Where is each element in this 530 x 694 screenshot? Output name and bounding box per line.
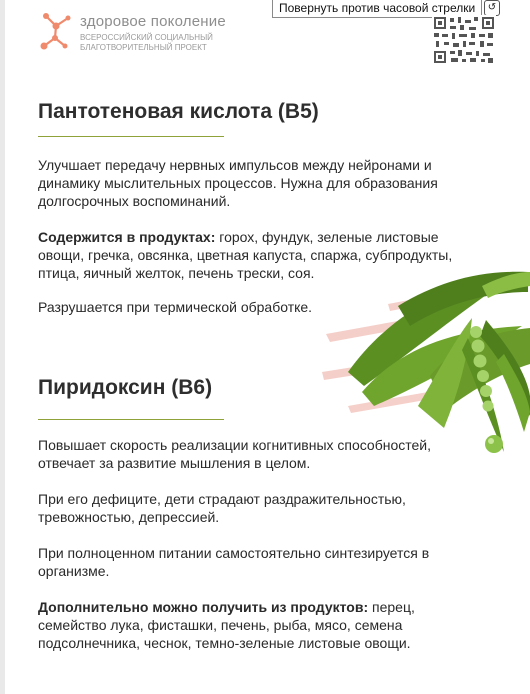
section-b6-paragraph-1: Повышает скорость реализации когнитивных способностей, отвечает за развитие мышления в целом. bbox=[38, 437, 432, 471]
rotate-tooltip: Повернуть против часовой стрелки bbox=[272, 0, 482, 18]
logo-subtitle: ВСЕРОССИЙСКИЙ СОЦИАЛЬНЫЙ БЛАГОТВОРИТЕЛЬНЫЙ ПРОЕКТ bbox=[80, 33, 213, 52]
section-b6-paragraph-2: При его дефиците, дети страдают раздражительностью, тревожностью, депрессией. bbox=[38, 491, 406, 525]
molecule-logo-icon bbox=[38, 12, 74, 52]
qr-code-icon bbox=[432, 15, 496, 65]
section-b6-rule bbox=[38, 419, 224, 420]
section-b5-products-label: Содержится в продуктах: bbox=[38, 229, 216, 245]
section-b5-title: Пантотеновая кислота (B5) bbox=[38, 100, 319, 123]
section-b6-paragraph-4 bbox=[38, 598, 468, 652]
rotate-ccw-icon[interactable]: ↺ bbox=[484, 0, 500, 16]
section-b5-paragraph-1: Улучшает передачу нервных импульсов между нейронами и динамику мыслительных процессов. Нужна для образования долгосрочных воспоминаний. bbox=[38, 157, 438, 209]
section-b5-paragraph-3: Разрушается при термической обработке. bbox=[38, 299, 313, 315]
page-edge bbox=[0, 0, 5, 694]
section-b5-paragraph-2 bbox=[38, 228, 478, 282]
section-b6-products-text: перец, семейство лука, фисташки, печень, рыба, мясо, семена подсолнечника, чеснок, темно-зеленые листовые овощи. bbox=[38, 599, 415, 651]
section-b6-title: Пиридоксин (B6) bbox=[38, 376, 213, 399]
section-b5-products-text: горох, фундук, зеленые листовые овощи, гречка, овсянка, цветная капуста, спаржа, субпродукты, птица, яичный желток, печень трески, соя. bbox=[38, 229, 453, 281]
section-b5-rule bbox=[38, 136, 224, 137]
logo bbox=[38, 12, 228, 54]
logo-name: здоровое поколение bbox=[80, 13, 226, 30]
section-b6-products-label: Дополнительно можно получить из продуктов: bbox=[38, 599, 369, 615]
section-b6-paragraph-3: При полноценном питании самостоятельно синтезируется в организме. bbox=[38, 545, 430, 579]
